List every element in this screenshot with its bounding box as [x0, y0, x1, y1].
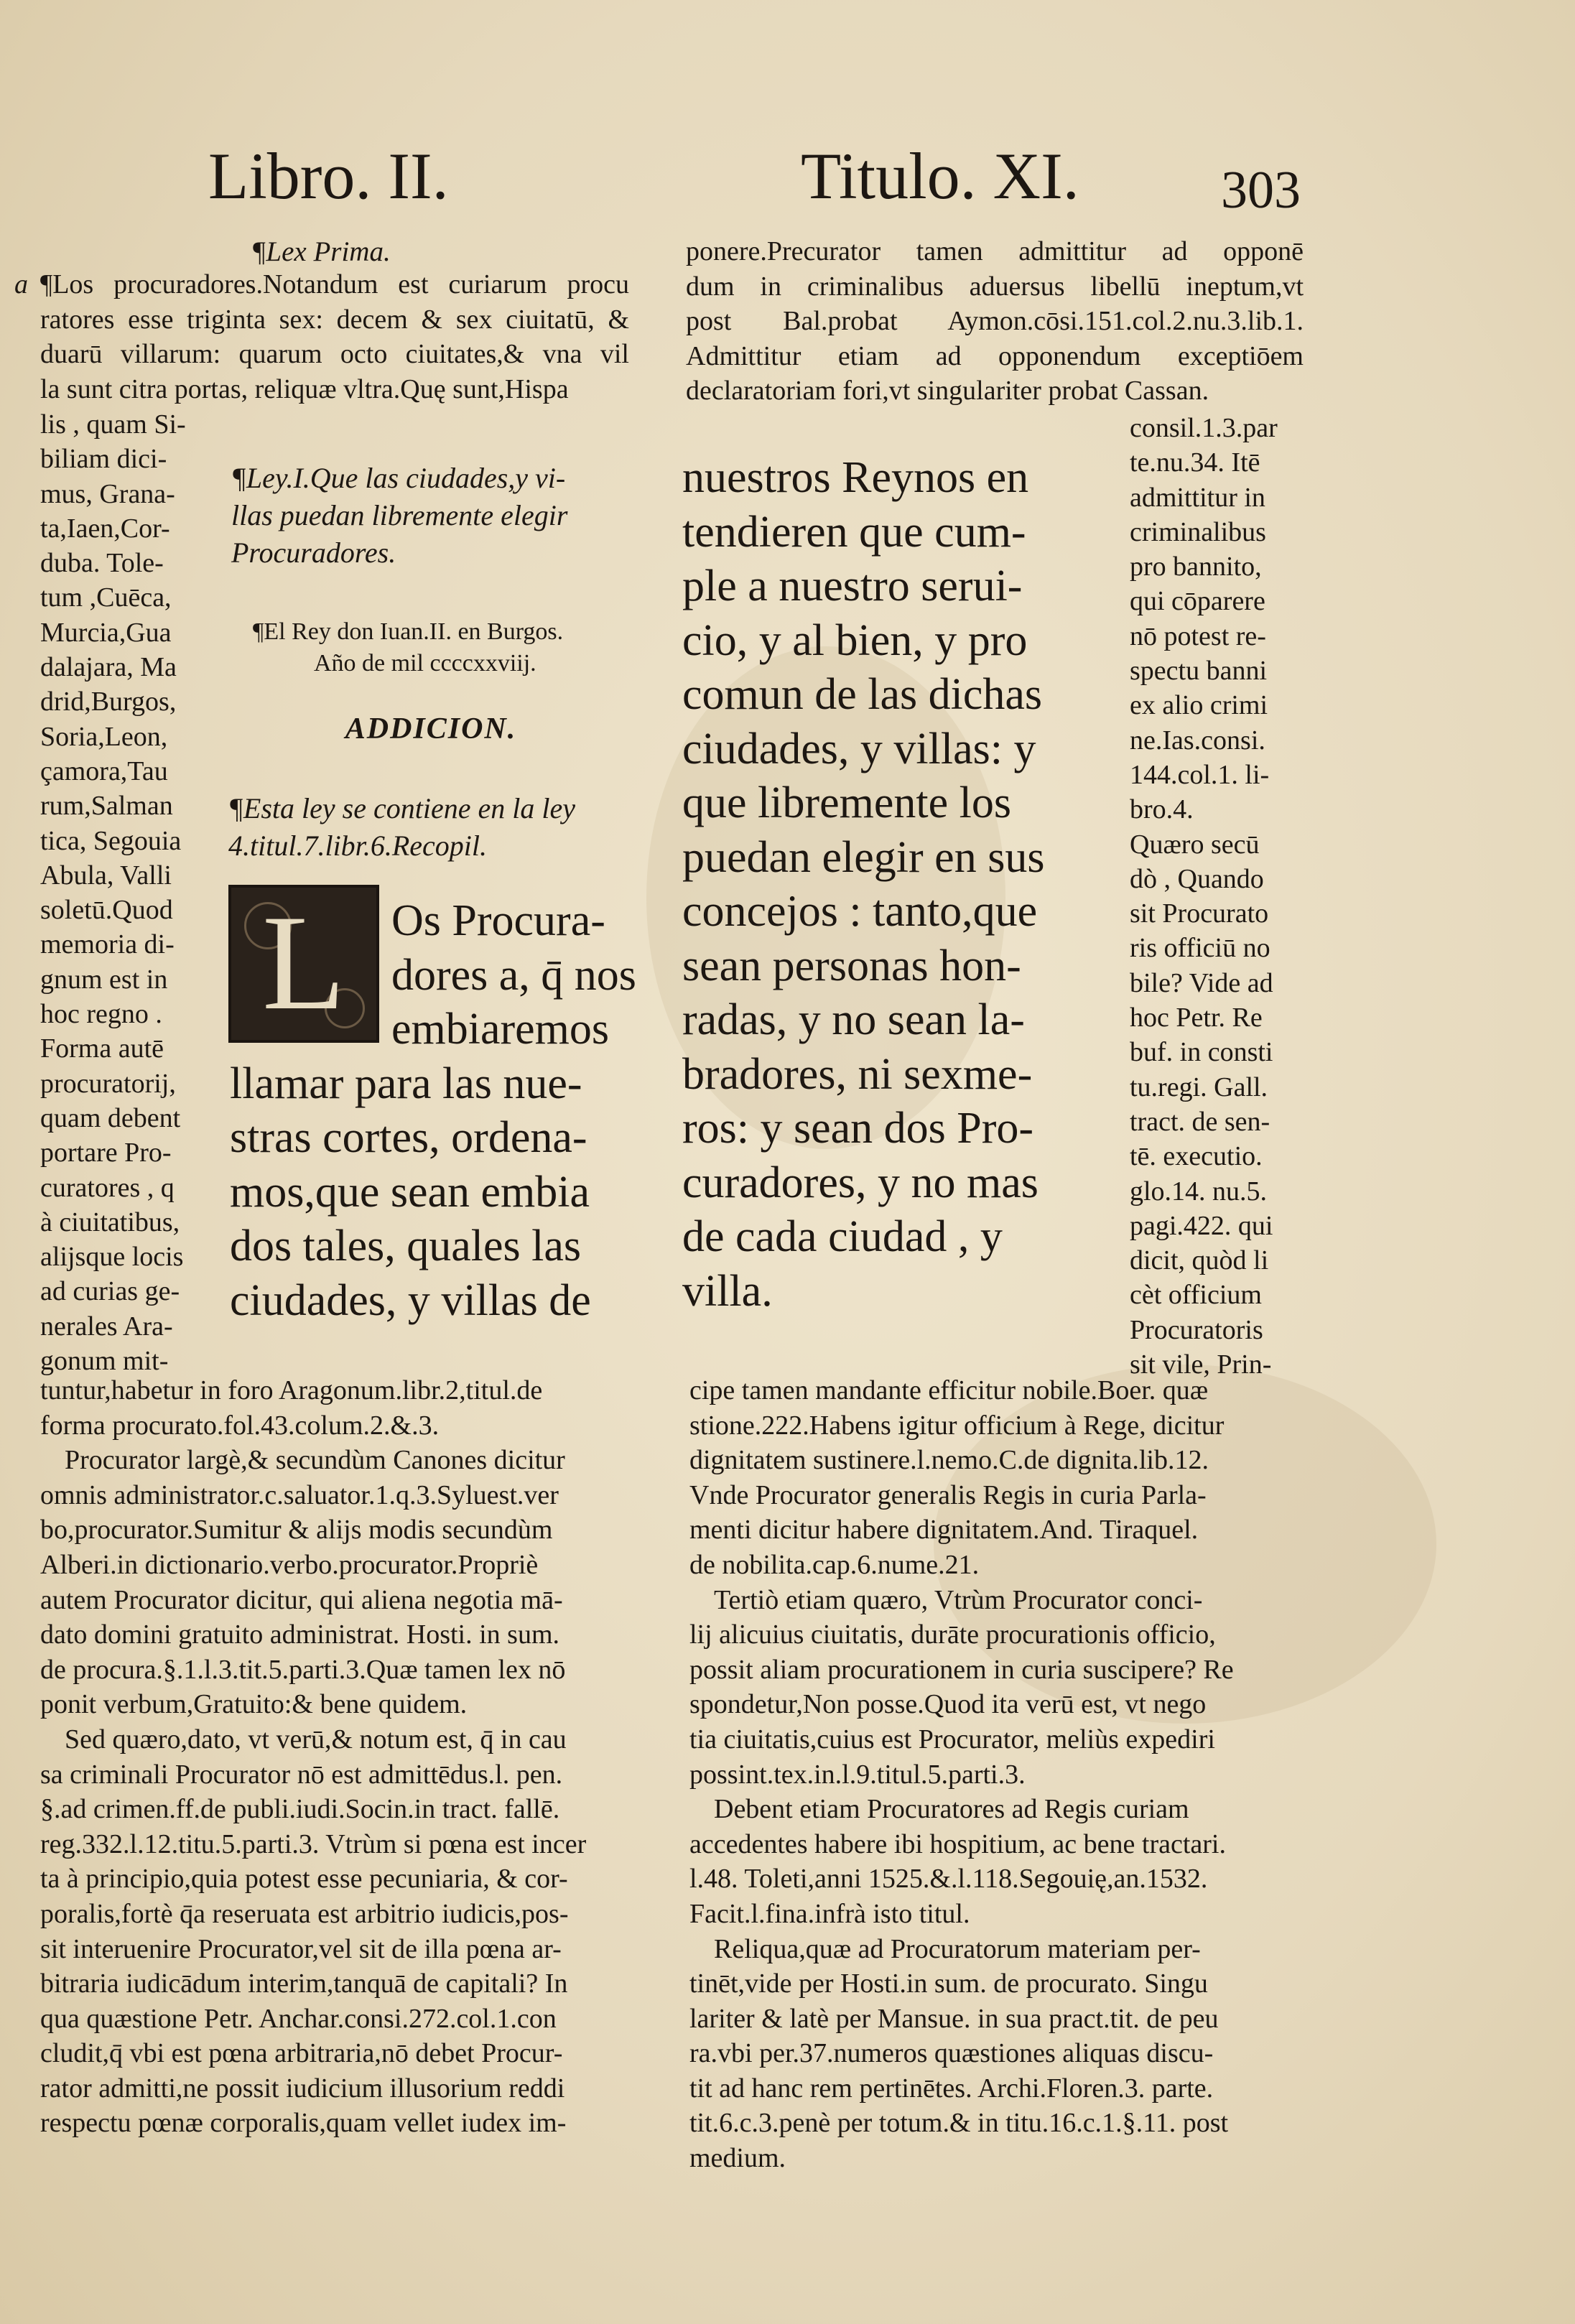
addicion-text: [228, 790, 645, 865]
gloss-line: spondetur,Non posse.Quod ita verū est, vt nego: [689, 1689, 1207, 1720]
gloss-line: sa criminali Procurator nō est admittēdus.l. pen.: [40, 1759, 563, 1790]
law-text-line: llamar para las nue-: [230, 1059, 582, 1108]
law-text-line: cio, y al bien, y pro: [682, 615, 1028, 665]
gloss-line: lis , quam Si-: [40, 409, 186, 440]
law-text-line: ple a nuestro serui-: [682, 562, 1023, 610]
addicion-line: 4.titul.7.libr.6.Recopil.: [228, 829, 487, 862]
gloss-line: Facit.l.fina.infrà isto titul.: [689, 1898, 970, 1929]
gloss-line: nō potest re-: [1130, 620, 1266, 651]
law-title-line: llas puedan libremente elegir: [231, 499, 568, 531]
gloss-line: hoc Petr. Re: [1130, 1003, 1263, 1033]
gloss-line: consil.1.3.par: [1130, 413, 1278, 443]
gloss-line: poralis,fortè q̄a reseruata est arbitrio iudicis,pos-: [40, 1898, 569, 1929]
gloss-line: ponere.Precurator tamen admittitur ad opponē: [686, 236, 1304, 266]
left-gloss-top: [40, 267, 629, 406]
gloss-line: de nobilita.cap.6.nume.21.: [689, 1549, 980, 1580]
gloss-line: cipe tamen mandante efficitur nobile.Boer. quæ: [689, 1375, 1209, 1405]
gloss-line: rator admitti,ne possit iudicium illusorium reddi: [40, 2073, 565, 2104]
gloss-line: te.nu.34. Itē: [1130, 447, 1260, 478]
royal-decree: [253, 616, 641, 679]
gloss-line: Procurator largè,& secundùm Canones dicitur: [65, 1445, 565, 1476]
gloss-line: tuntur,habetur in foro Aragonum.libr.2,titul.de: [40, 1375, 543, 1405]
gloss-line: rum,Salman: [40, 791, 173, 822]
decorated-initial: L: [228, 885, 379, 1043]
law-text-left: [230, 894, 639, 1328]
gloss-line: cludit,q̄ vbi est pœna arbitraria,nō debet Procur-: [40, 2038, 563, 2069]
gloss-line: glo.14. nu.5.: [1130, 1176, 1268, 1207]
gloss-line: sit vile, Prin-: [1130, 1349, 1272, 1380]
gloss-line: ratores esse triginta sex: decem & sex ciuitatū, &: [40, 304, 629, 335]
gloss-line: ¶Los procuradores.Notandum est curiarum procu: [40, 269, 629, 299]
gloss-line: Vnde Procurator generalis Regis in curia Parla-: [689, 1479, 1207, 1510]
gloss-line: lariter & latè per Mansue. in sua pract.tit. de peu: [689, 2003, 1219, 2034]
gloss-line: Reliqua,quæ ad Procuratorum materiam per-: [714, 1933, 1201, 1964]
law-text-line: puedan elegir en sus: [682, 832, 1045, 882]
gloss-line: omnis administrator.c.saluator.1.q.3.Syluest.ver: [40, 1479, 559, 1510]
gloss-line: 144.col.1. li-: [1130, 759, 1270, 790]
gloss-line: bro.4.: [1130, 794, 1194, 825]
gloss-line: Debent etiam Procuratores ad Regis curiam: [714, 1794, 1189, 1825]
law-text-line: de cada ciudad , y: [682, 1212, 1003, 1261]
gloss-line: post Bal.probat Aymon.cōsi.151.col.2.nu.3.lib.1.: [686, 306, 1304, 337]
gloss-line: Tertiò etiam quæro, Vtrùm Procurator conci-: [714, 1584, 1203, 1615]
gloss-line: duarū villarum: quarum octo ciuitates,& vna vil: [40, 339, 629, 370]
gloss-line: tinēt,vide per Hosti.in sum. de procurato. Singu: [689, 1969, 1208, 1999]
gloss-line: quam debent: [40, 1102, 181, 1133]
gloss-line: ta,Iaen,Cor-: [40, 513, 170, 544]
gloss-line: l.48. Toleti,anni 1525.&.l.118.Segouię,an.1532.: [689, 1864, 1208, 1895]
gloss-line: hoc regno .: [40, 999, 162, 1030]
gloss-line: qua quæstione Petr. Anchar.consi.272.col.1.con: [40, 2003, 557, 2034]
right-gloss-top: [686, 234, 1304, 409]
gloss-line: Procuratoris: [1130, 1314, 1263, 1345]
gloss-line: tum ,Cuēca,: [40, 582, 172, 613]
gloss-line: ra.vbi per.37.numeros quæstiones aliquas discu-: [689, 2038, 1214, 2069]
gloss-line: respectu pœnæ corporalis,quam vellet iudex im-: [40, 2108, 567, 2139]
law-text-line: villa.: [682, 1266, 773, 1316]
gloss-line: Quæro secū: [1130, 829, 1260, 860]
gloss-line: mus, Grana-: [40, 478, 175, 509]
gloss-marker: a: [14, 269, 28, 299]
gloss-line: Alberi.in dictionario.verbo.procurator.Propriè: [40, 1549, 539, 1580]
law-text-line: embiaremos: [391, 1005, 610, 1054]
law-text-line: concejos : tanto,que: [682, 887, 1038, 936]
right-gloss-bottom: [689, 1373, 1318, 2176]
gloss-line: de procura.§.1.l.3.tit.5.parti.3.Quæ tamen lex nō: [40, 1654, 566, 1685]
gloss-line: dato domini gratuito administrat. Hosti. in sum.: [40, 1619, 560, 1650]
law-text-line: dores a, q̄ nos: [391, 950, 636, 1000]
gloss-line: lij alicuius ciuitatis, durāte procurationis officio,: [689, 1619, 1216, 1650]
gloss-line: bo,procurator.Sumitur & alijs modis secundùm: [40, 1515, 553, 1546]
decree-line: Año de mil ccccxxviij.: [314, 650, 536, 677]
gloss-line: soletū.Quod: [40, 895, 173, 926]
gloss-line: pagi.422. qui: [1130, 1210, 1273, 1241]
law-title: [231, 460, 633, 572]
gloss-line: tract. de sen-: [1130, 1106, 1270, 1137]
law-text-line: sean personas hon-: [682, 941, 1021, 990]
gloss-line: çamora,Tau: [40, 756, 168, 786]
gloss-line: sit Procurato: [1130, 898, 1269, 929]
gloss-line: ne.Ias.consi.: [1130, 725, 1265, 756]
gloss-line: curatores , q: [40, 1172, 175, 1203]
law-text-line: dos tales, quales las: [230, 1222, 582, 1270]
gloss-line: drid,Burgos,: [40, 687, 177, 717]
gloss-line: declaratoriam fori,vt singulariter probat Cassan.: [686, 376, 1209, 406]
gloss-line: ris officiū no: [1130, 933, 1270, 964]
gloss-line: tit.6.c.3.penè per totum.& in titu.16.c.1.§.11. post: [689, 2108, 1229, 2139]
gloss-line: biliam dici-: [40, 444, 167, 475]
gloss-line: procuratorij,: [40, 1068, 176, 1099]
gloss-line: gnum est in: [40, 964, 168, 995]
law-text-line: mos,que sean embia: [230, 1167, 590, 1217]
gloss-line: reg.332.l.12.titu.5.parti.3. Vtrùm si pœna est incer: [40, 1828, 587, 1859]
gloss-line: dignitatem sustinere.l.nemo.C.de dignita.lib.12.: [689, 1445, 1209, 1476]
law-text-line: bradores, ni sexme-: [682, 1049, 1033, 1099]
gloss-line: Forma autē: [40, 1033, 164, 1064]
left-gloss-bottom: [40, 1373, 644, 2141]
gloss-line: tica, Segouia: [40, 825, 182, 856]
gloss-line: admittitur in: [1130, 482, 1265, 513]
gloss-line: ex alio crimi: [1130, 690, 1268, 721]
law-text-line: nuestros Reynos en: [682, 453, 1029, 502]
gloss-line: forma procurato.fol.43.colum.2.&.3.: [40, 1410, 440, 1441]
gloss-line: nerales Ara-: [40, 1311, 173, 1342]
gloss-line: possint.tex.in.l.9.titul.5.parti.3.: [689, 1759, 1026, 1790]
gloss-line: Sed quæro,dato, vt verū,& notum est, q̄ in cau: [65, 1724, 567, 1754]
gloss-line: cèt officium: [1130, 1280, 1262, 1311]
law-text-line: ros: y sean dos Pro-: [682, 1104, 1034, 1153]
left-gloss-narrow: [40, 407, 213, 1378]
gloss-line: ad curias ge-: [40, 1276, 180, 1307]
gloss-line: tit ad hanc rem pertinētes. Archi.Floren.3. parte.: [689, 2073, 1214, 2104]
law-title-line: Procuradores.: [231, 536, 396, 569]
gloss-line: portare Pro-: [40, 1138, 172, 1168]
addicion-line: ¶Esta ley se contiene en la ley: [228, 792, 575, 824]
gloss-line: possit aliam procurationem in curia suscipere? Re: [689, 1654, 1234, 1685]
decree-line: ¶El Rey don Iuan.II. en Burgos.: [253, 618, 564, 645]
law-text-line: Os Procura-: [391, 896, 605, 945]
gloss-line: pro bannito,: [1130, 552, 1262, 582]
gloss-line: Soria,Leon,: [40, 721, 168, 752]
law-text-line: radas, y no sean la-: [682, 995, 1025, 1044]
gloss-line: tu.regi. Gall.: [1130, 1072, 1268, 1102]
law-text-line: que libremente los: [682, 778, 1011, 827]
gloss-line: alijsque locis: [40, 1242, 184, 1273]
gloss-line: dicit, quòd li: [1130, 1245, 1269, 1276]
gloss-line: spectu banni: [1130, 656, 1268, 687]
running-head-title: Titulo. XI.: [801, 139, 1079, 213]
folio-number: 303: [1221, 161, 1301, 220]
law-text-line: comun de las dichas: [682, 670, 1043, 719]
gloss-line: menti dicitur habere dignitatem.And. Tiraquel.: [689, 1515, 1199, 1546]
gloss-line: Murcia,Gua: [40, 617, 172, 648]
gloss-line: dum in criminalibus aduersus libellū ineptum,vt: [686, 271, 1304, 302]
law-text-right: [682, 451, 1092, 1319]
gloss-line: buf. in consti: [1130, 1037, 1273, 1068]
gloss-line: autem Procurator dicitur, qui aliena negotia mā-: [40, 1584, 563, 1615]
gloss-line: ta à principio,quia potest esse pecuniaria, & cor-: [40, 1864, 568, 1895]
gloss-line: la sunt citra portas, reliquæ vltra.Quę sunt,Hispa: [40, 373, 569, 404]
gloss-line: ponit verbum,Gratuito:& bene quidem.: [40, 1689, 468, 1720]
law-text-line: ciudades, y villas: y: [682, 724, 1036, 773]
gloss-line: sit interuenire Procurator,vel sit de illa pœna ar-: [40, 1933, 562, 1964]
gloss-line: bile? Vide ad: [1130, 967, 1273, 998]
gloss-line: qui cōparere: [1130, 586, 1265, 617]
gloss-line: §.ad crimen.ff.de publi.iudi.Socin.in tract. fallē.: [40, 1794, 560, 1825]
law-text-line: stras cortes, ordena-: [230, 1113, 587, 1162]
gloss-line: Admittitur etiam ad opponendum exceptiōem: [686, 340, 1304, 371]
gloss-line: stione.222.Habens igitur officium à Rege, dicitur: [689, 1410, 1225, 1441]
gloss-line: tia ciuitatis,cuius est Procurator, meliùs expediri: [689, 1724, 1215, 1754]
gloss-line: Abula, Valli: [40, 860, 172, 891]
gloss-line: dò , Quando: [1130, 863, 1264, 894]
gloss-title: ¶Lex Prima.: [251, 236, 391, 267]
running-head-book: Libro. II.: [208, 139, 449, 213]
gloss-line: duba. Tole-: [40, 548, 164, 579]
gloss-line: à ciuitatibus,: [40, 1207, 180, 1237]
law-text-line: ciudades, y villas de: [230, 1275, 591, 1325]
addicion-heading: ADDICION.: [345, 712, 517, 745]
gloss-line: criminalibus: [1130, 516, 1266, 547]
gloss-line: bitraria iudicādum interim,tanquā de capitali? In: [40, 1969, 568, 1999]
right-gloss-narrow: [1130, 411, 1309, 1382]
law-text-line: tendieren que cum-: [682, 507, 1026, 557]
gloss-line: accedentes habere ibi hospitium, ac bene tractari.: [689, 1828, 1226, 1859]
gloss-line: tē. executio.: [1130, 1141, 1263, 1172]
gloss-line: dalajara, Ma: [40, 652, 177, 683]
gloss-line: gonum mit-: [40, 1346, 169, 1377]
gloss-line: memoria di-: [40, 929, 175, 960]
law-text-line: curadores, y no mas: [682, 1158, 1039, 1207]
law-title-line: ¶Ley.I.Que las ciudades,y vi-: [231, 462, 566, 494]
gloss-line: medium.: [689, 2143, 786, 2174]
